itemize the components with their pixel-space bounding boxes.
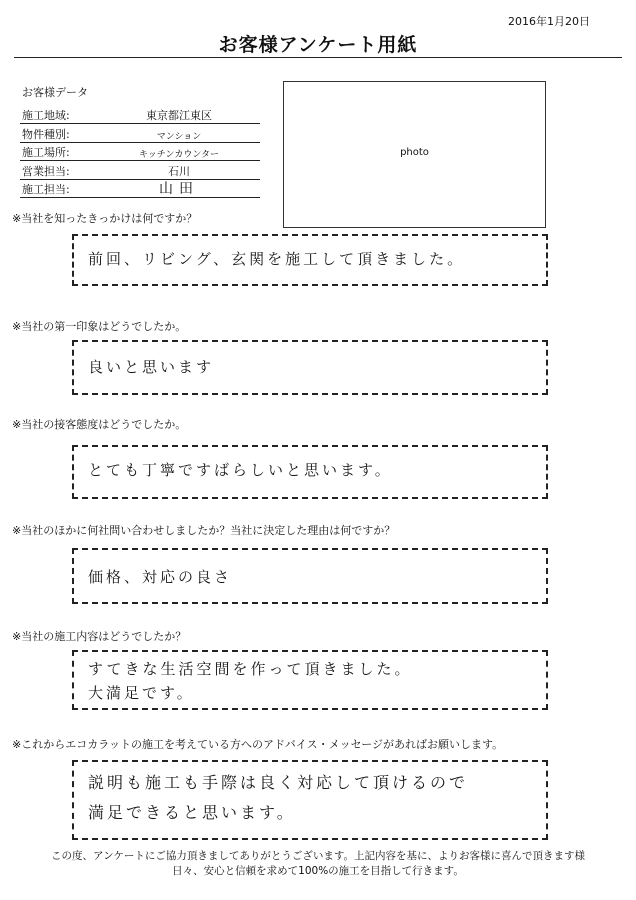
answer-text: 良いと思います (88, 358, 215, 376)
question-2: ※当社の第一印象はどうでしたか。 (12, 320, 187, 333)
info-label: 物件種別: (22, 127, 70, 141)
answer-box-6 (72, 760, 548, 840)
info-row-area (20, 106, 260, 124)
info-row-installer (20, 180, 260, 198)
info-label: 営業担当: (22, 164, 70, 178)
answer-text: とても丁寧ですばらしいと思います。 (88, 461, 393, 479)
answer-box-4 (72, 548, 548, 604)
info-underline (20, 197, 260, 198)
answer-text: すてきな生活空間を作って頂きました。 (88, 660, 413, 678)
footer-line-2: 日々、安心と信頼を求めて100%の施工を目指して行きます。 (172, 865, 464, 877)
answer-box-2 (72, 340, 548, 395)
info-label: 施工場所: (22, 146, 70, 160)
info-row-sales-rep (20, 161, 260, 179)
answer-text: 説明も施工も手際は良く対応して頂けるので (88, 773, 469, 792)
info-label: 施工地域: (22, 109, 70, 123)
info-row-location (20, 143, 260, 161)
answer-text: 価格、対応の良さ (88, 568, 233, 586)
info-row-property-type (20, 124, 260, 142)
info-value: キッチンカウンター (138, 150, 219, 161)
answer-box-3 (72, 445, 548, 499)
answer-box-1 (72, 234, 548, 286)
answer-text: 満足できると思います。 (88, 803, 296, 822)
answer-text: 前回、リビング、玄関を施工して頂きました。 (88, 250, 466, 268)
question-5: ※当社の施工内容はどうでしたか？ (12, 630, 187, 643)
info-value-handwritten: 山田 (159, 180, 199, 197)
answer-text: 大満足です。 (88, 684, 195, 702)
title-underline (14, 57, 622, 58)
survey-date: 2016年1月20日 (508, 15, 590, 28)
customer-data-heading: お客様データ (22, 86, 88, 99)
page-title: お客様アンケート用紙 (218, 34, 418, 56)
customer-info-table (20, 106, 260, 198)
info-value: 東京都江東区 (146, 109, 212, 123)
footer-line-1: この度、アンケートにご協力頂きましてありがとうございます。上記内容を基に、よりお客様に喜んで頂きます様 (50, 850, 586, 862)
question-4: ※当社のほかに何社問い合わせしましたか？当社に決定した理由は何ですか？ (12, 524, 396, 537)
answer-box-5 (72, 650, 548, 710)
question-3: ※当社の接客態度はどうでしたか。 (12, 418, 187, 431)
question-1: ※当社を知ったきっかけは何ですか？ (12, 212, 198, 225)
photo-label: photo (400, 147, 429, 158)
info-value: マンション (156, 131, 202, 142)
footer-note (0, 849, 636, 879)
info-value: 石川 (168, 164, 190, 178)
question-6: ※これからエコカラットの施工を考えている方へのアドバイス・メッセージがあればお願いします。 (12, 738, 504, 751)
info-label: 施工担当: (22, 182, 70, 196)
